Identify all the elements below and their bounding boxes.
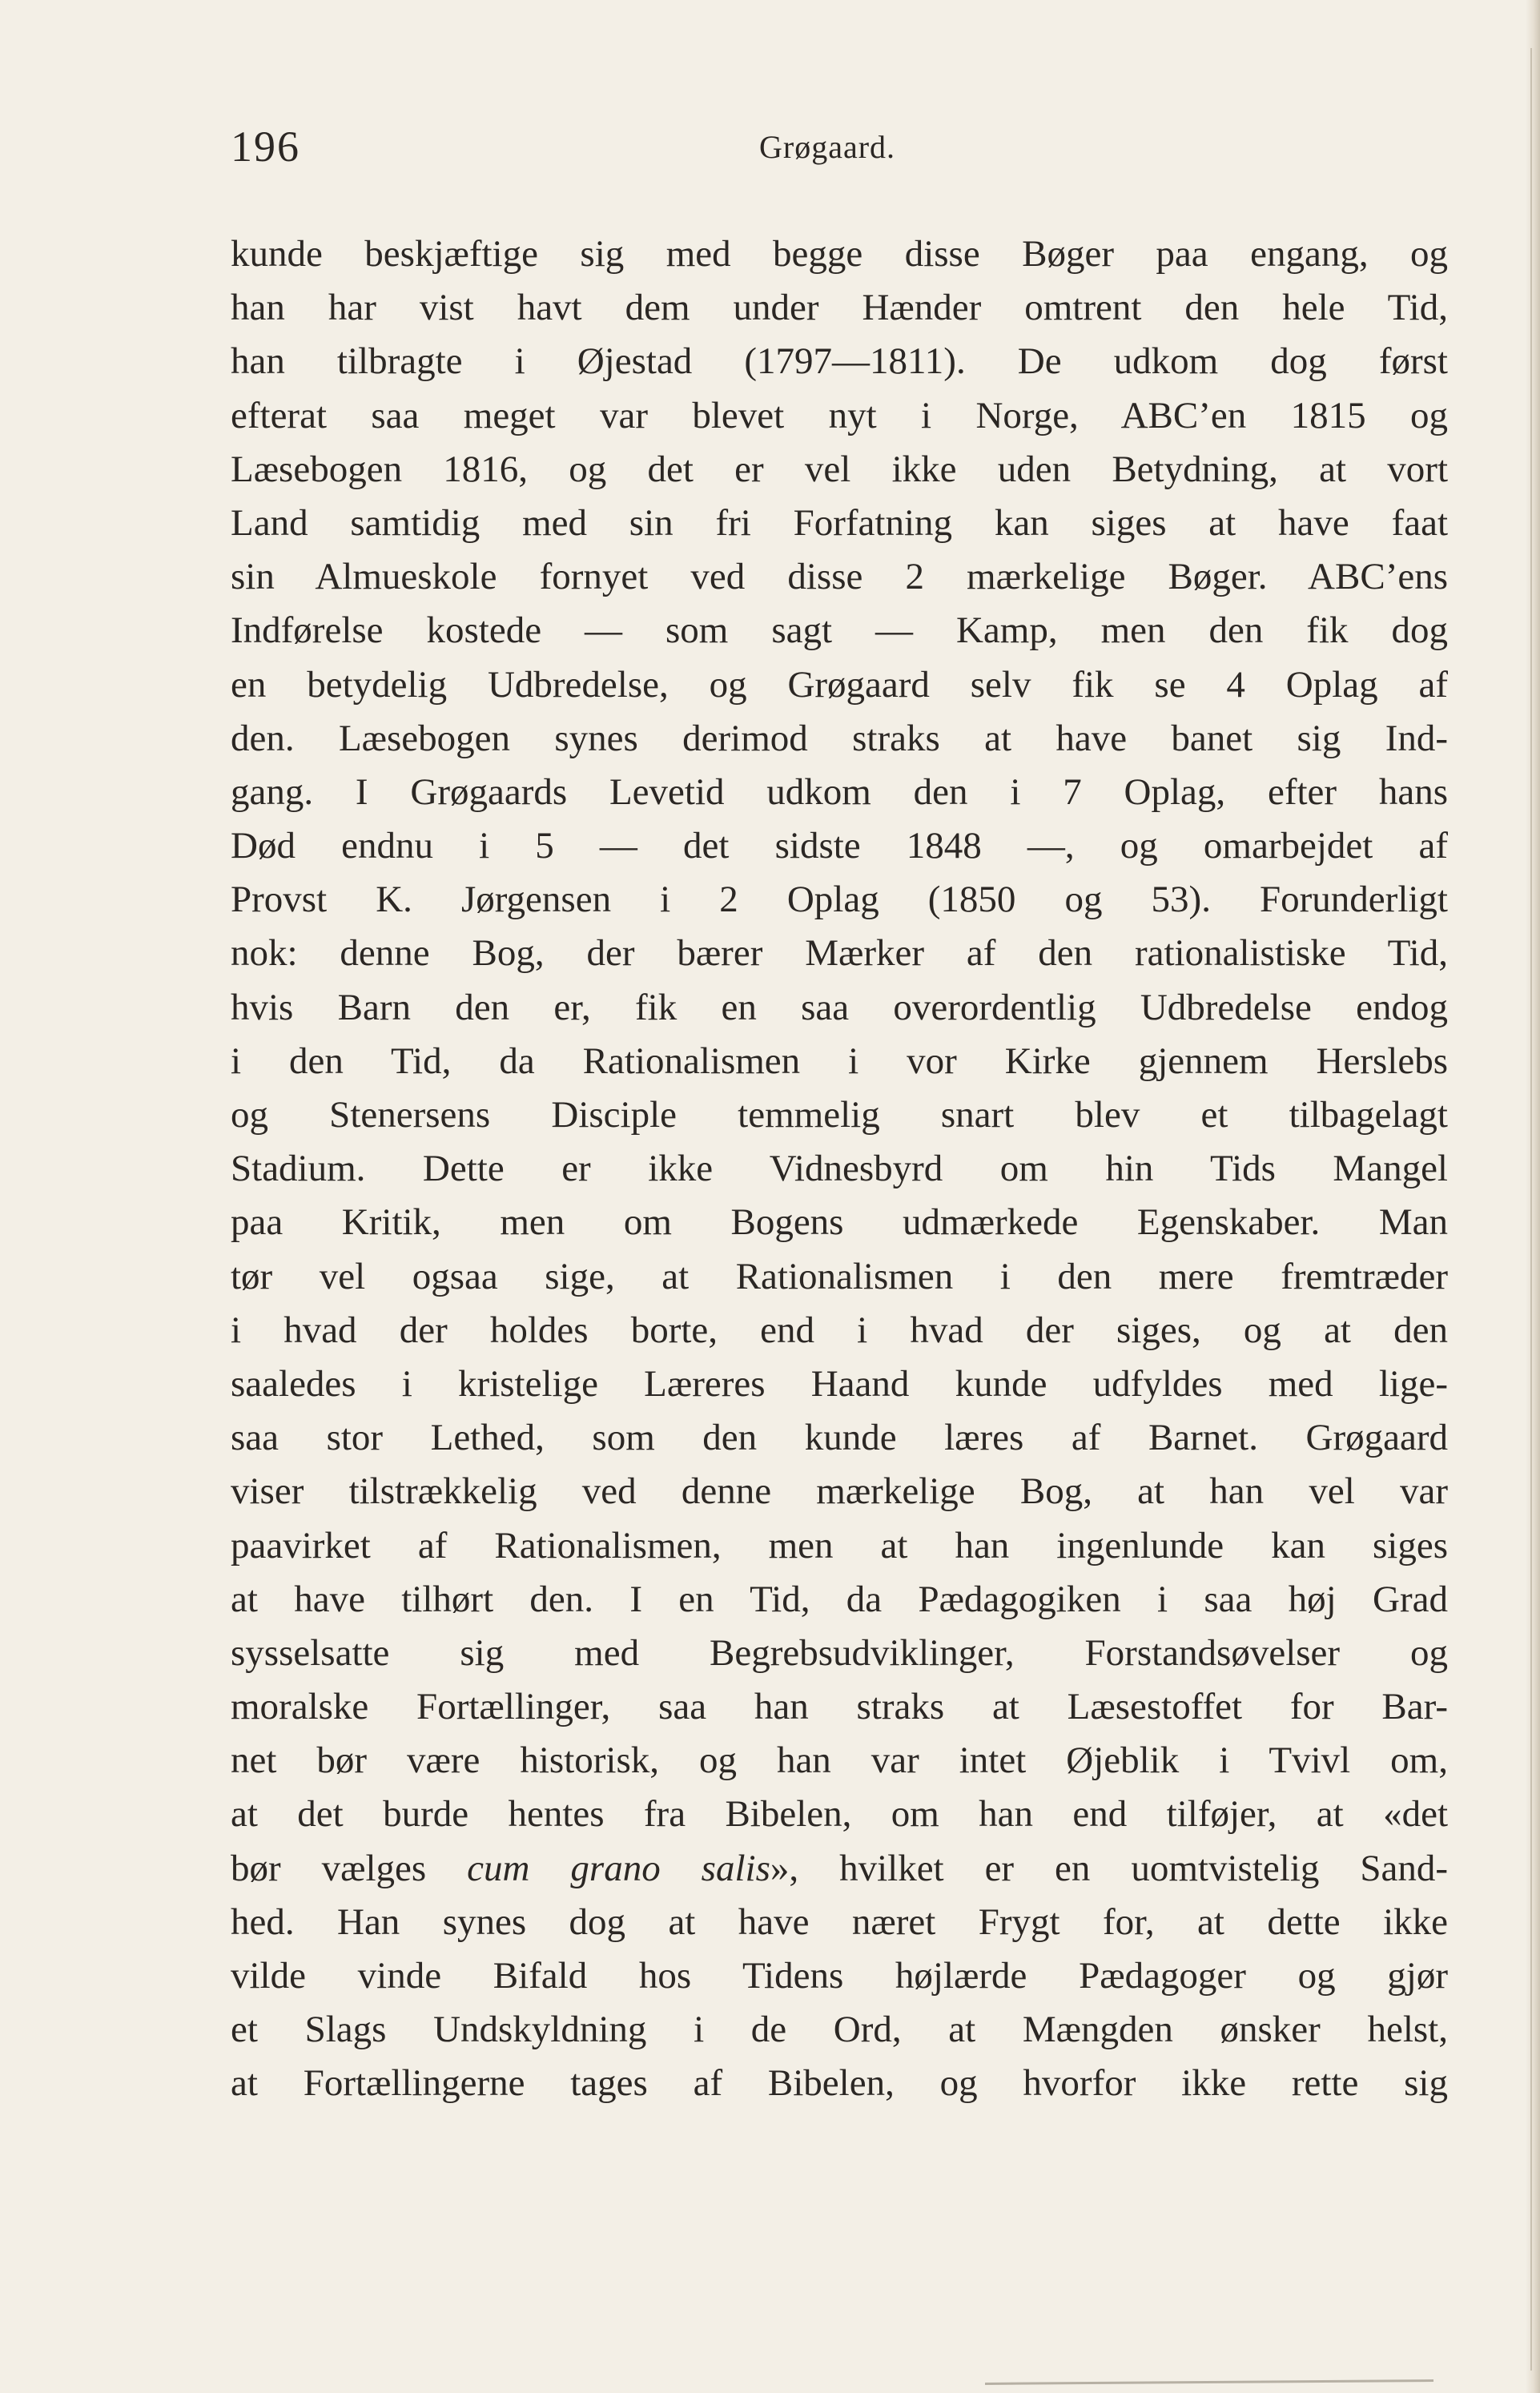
text-line-content: hvis Barn den er, fik en saa overordentlig Udbredelse endog [231,986,1448,1028]
text-line-content: efterat saa meget var blevet nyt i Norge, ABC’en 1815 og [231,394,1448,436]
page-number: 196 [231,123,300,171]
text-line [231,497,1448,550]
text-line-content: i hvad der holdes borte, end i hvad der siges, og at den [231,1309,1448,1351]
text-line-content [231,1842,1448,1896]
text-line-content: saaledes i kristelige Læreres Haand kunde udfyldes med lige- [231,1362,1448,1405]
text-line [231,1519,1448,1573]
text-line [231,1196,1448,1249]
text-line [231,550,1448,604]
text-line [231,1250,1448,1304]
text-line [231,2003,1448,2057]
text-line [231,873,1448,927]
text-line-content: den. Læsebogen synes derimod straks at have banet sig Ind- [231,717,1448,759]
text-line [231,981,1448,1035]
text-line-content: Land samtidig med sin fri Forfatning kan siges at have faat [231,501,1448,544]
text-line [231,443,1448,497]
text-line [231,1842,1448,1896]
text-line [231,1896,1448,1949]
text-line-content: vilde vinde Bifald hos Tidens højlærde Pædagoger og gjør [231,1955,1448,1997]
text-line-content: han tilbragte i Øjestad (1797—1811). De udkom dog først [231,340,1448,383]
text-line-content: sin Almueskole fornyet ved disse 2 mærkelige Bøger. ABC’ens [231,556,1448,598]
text-line-content: at Fortællingerne tages af Bibelen, og hvorfor ikke rette sig [231,2062,1448,2105]
page-edge-line [1530,48,1532,2371]
text-line [231,658,1448,712]
text-line-content: gang. I Grøgaards Levetid udkom den i 7 Oplag, efter hans [231,770,1448,813]
text-line [231,1734,1448,1788]
text-line-content: nok: denne Bog, der bærer Mærker af den rationalistiske Tid, [231,932,1448,975]
text-line [231,604,1448,658]
text-line [231,766,1448,819]
text-line-content: tør vel ogsaa sige, at Rationalismen i den mere fremtræder [231,1255,1448,1297]
text-line [231,819,1448,873]
text-line [231,389,1448,443]
body-text [231,227,1448,2111]
page-edge [1526,0,1540,2393]
text-line [231,1411,1448,1465]
text-line-content: Provst K. Jørgensen i 2 Oplag (1850 og 53). Forunderligt [231,879,1448,921]
text-line [231,1573,1448,1627]
latin-phrase: cum grano salis [467,1847,770,1889]
text-line [231,1088,1448,1142]
text-line-content: saa stor Lethed, som den kunde læres af Barnet. Grøgaard [231,1417,1448,1459]
page-header [231,119,1448,175]
text-line [231,1788,1448,1841]
text-line [231,281,1448,335]
text-line [231,227,1448,281]
text-line-content: at det burde hentes fra Bibelen, om han end tilføjer, at «det [231,1793,1448,1836]
text-line-content: i den Tid, da Rationalismen i vor Kirke gjennem Herslebs [231,1040,1448,1082]
text-line-content: Indførelse kostede — som sagt — Kamp, men den fik dog [231,609,1448,652]
text-line [231,1680,1448,1734]
text-line [231,1357,1448,1411]
text-line-content: et Slags Undskyldning i de Ord, at Mængden ønsker helst, [231,2009,1448,2051]
text-line [231,1304,1448,1357]
running-title: Grøgaard. [759,129,896,165]
text-line-content: sysselsatte sig med Begrebsudviklinger, Forstandsøvelser og [231,1631,1448,1674]
text-line [231,1142,1448,1196]
text-segment: bør vælges [231,1847,468,1889]
text-line-content: og Stenersens Disciple temmelig snart blev et tilbagelagt [231,1094,1448,1136]
text-line [231,2057,1448,2110]
text-line-content: moralske Fortællinger, saa han straks at Læsestoffet for Bar- [231,1686,1448,1728]
text-line-content: kunde beskjæftige sig med begge disse Bøger paa engang, og [231,233,1448,275]
text-line [231,335,1448,388]
text-line-content: Læsebogen 1816, og det er vel ikke uden Betydning, at vort [231,448,1448,490]
text-line-content: at have tilhørt den. I en Tid, da Pædagogiken i saa høj Grad [231,1578,1448,1620]
text-line [231,712,1448,766]
text-line [231,1627,1448,1680]
text-line-content: han har vist havt dem under Hænder omtrent den hele Tid, [231,287,1448,329]
text-line-content: paa Kritik, men om Bogens udmærkede Egenskaber. Man [231,1201,1448,1244]
text-line-content: hed. Han synes dog at have næret Frygt for, at dette ikke [231,1900,1448,1943]
text-line [231,1465,1448,1518]
text-line-content: Stadium. Dette er ikke Vidnesbyrd om hin Tids Mangel [231,1148,1448,1190]
text-line-content: viser tilstrækkelig ved denne mærkelige Bog, at han vel var [231,1470,1448,1513]
text-line-content: paavirket af Rationalismen, men at han ingenlunde kan siges [231,1524,1448,1567]
text-line [231,927,1448,980]
text-segment: », hvilket er en uomtvistelig Sand- [770,1847,1448,1889]
text-line-content: net bør være historisk, og han var intet Øjeblik i Tvivl om, [231,1739,1448,1782]
text-line-content: Død endnu i 5 — det sidste 1848 —, og omarbejdet af [231,825,1448,867]
text-line [231,1949,1448,2003]
text-line-content: en betydelig Udbredelse, og Grøgaard selv fik se 4 Oplag af [231,663,1448,706]
bottom-edge-mark [985,2379,1433,2385]
text-line [231,1035,1448,1088]
